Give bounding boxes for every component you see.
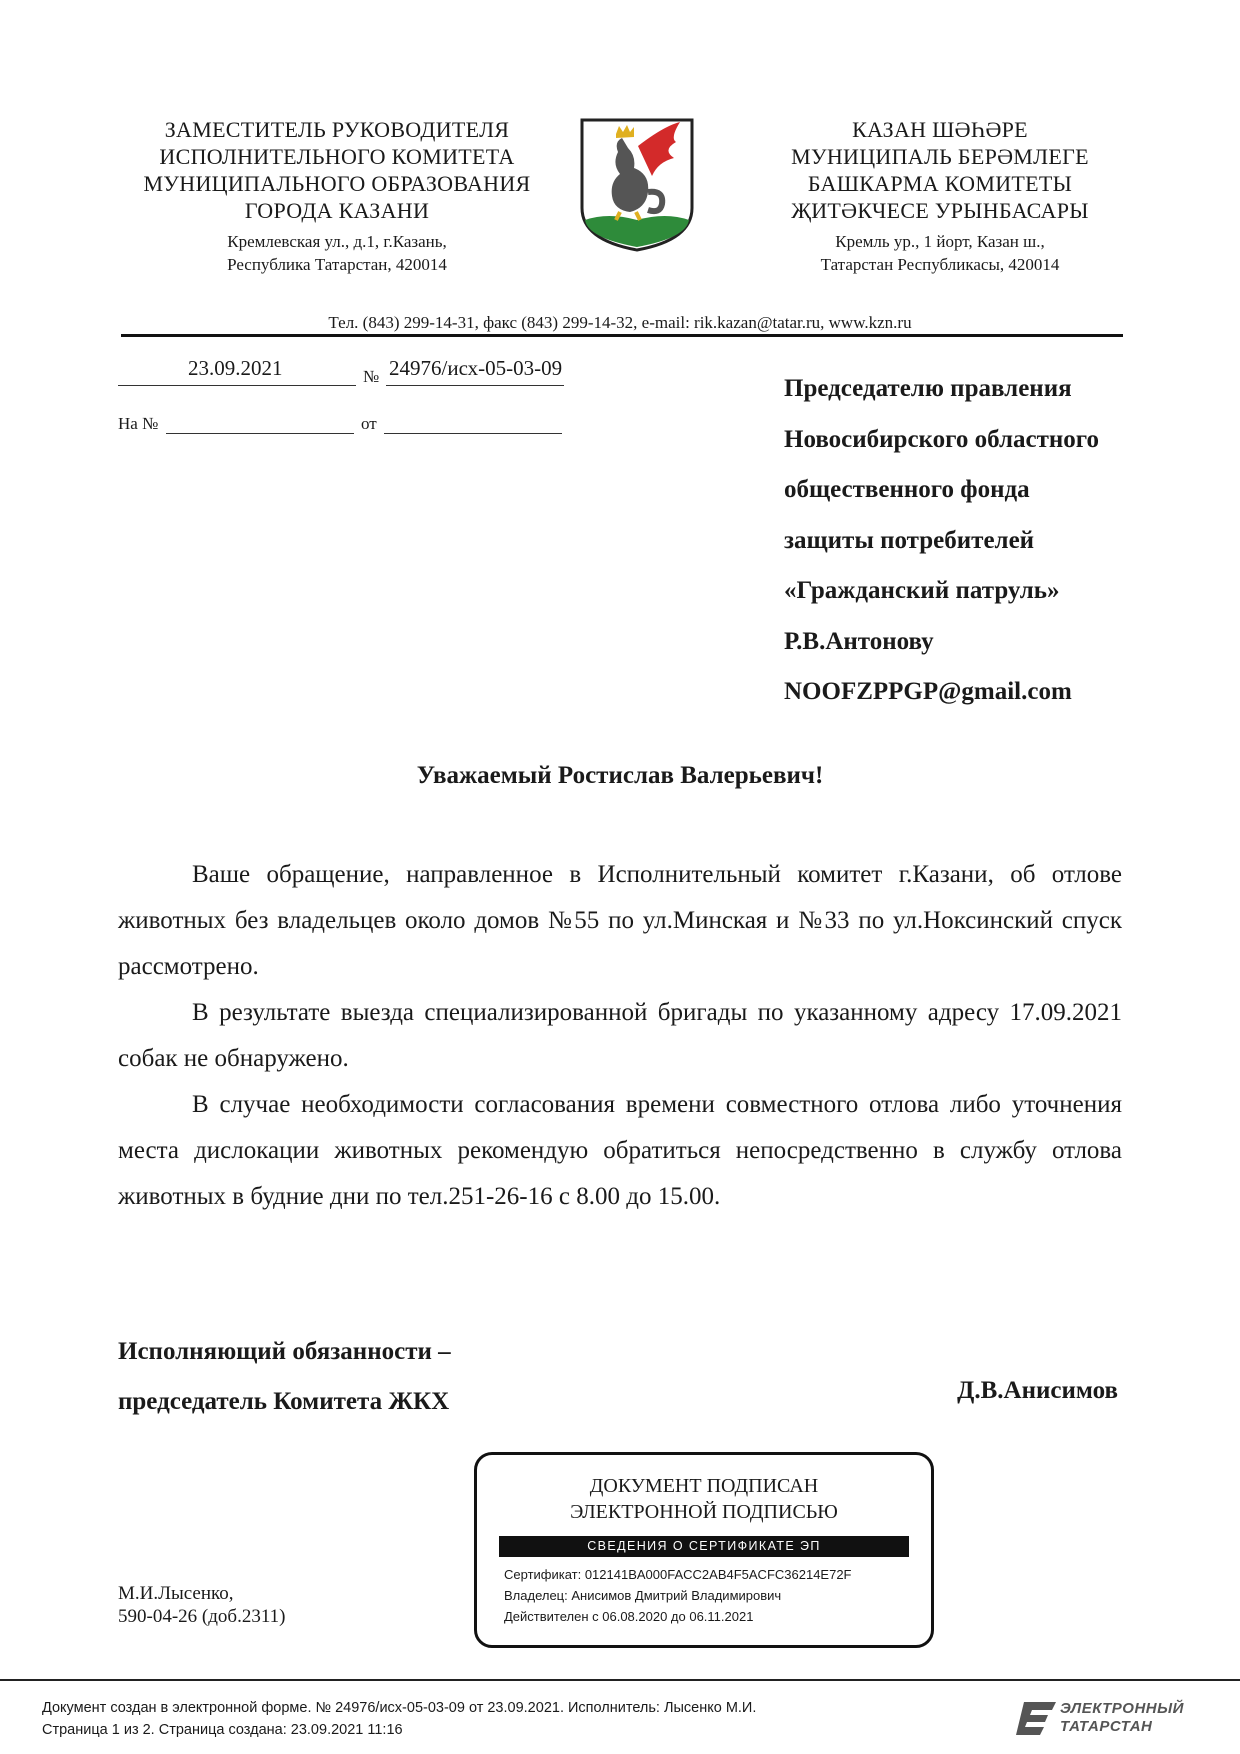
header-contacts: Тел. (843) 299-14-31, факс (843) 299-14-32, e-mail: rik.kazan@tatar.ru, www.kzn.ru [328,313,912,332]
executor-phone: 590-04-26 (доб.2311) [118,1606,286,1627]
signatory-name: Д.В.Анисимов [957,1377,1118,1404]
letter-body [118,852,1122,1220]
stamp-owner: Владелец: Анисимов Дмитрий Владимирович [504,1588,782,1603]
coat-of-arms-icon [578,116,696,254]
stamp-title: ДОКУМЕНТ ПОДПИСАН ЭЛЕКТРОННОЙ ПОДПИСЬЮ [570,1475,838,1523]
body-paragraph: В случае необходимости согласования времени совместного отлова либо уточнения места дислокации животных рекомендую обратиться непосредственно в службу отлова животных в будние дни по тел.251-26-16 с 8.00 до 15.00. [118,1091,1122,1210]
e-signature-stamp [474,1452,934,1648]
reg-number-underline [386,385,564,386]
ref-underline [166,433,354,434]
header-left [124,116,550,276]
body-paragraph: Ваше обращение, направленное в Исполнительный комитет г.Казани, об отлове животных без владельцев около домов №55 по ул.Минская и №33 по ул.Ноксинский спуск рассмотрено. [118,861,1122,980]
ref-label: На № [118,414,159,433]
footer-text: Документ создан в электронной форме. № 24976/исх-05-03-09 от 23.09.2021. Исполнитель: Лысенко М.И. Страница 1 из 2. Страница создана: 23.09.2021 11:16 [42,1700,757,1738]
greeting: Уважаемый Ростислав Валерьевич! [416,762,824,789]
reg-date: 23.09.2021 [188,356,283,380]
signatory-position: Исполняющий обязанности – председатель Комитета ЖКХ [118,1338,451,1415]
reg-number-sign: № [363,367,380,386]
logo-mark-icon [1014,1700,1058,1736]
logo-text: ЭЛЕКТРОННЫЙ ТАТАРСТАН [1060,1700,1184,1735]
body-paragraph: В результате выезда специализированной бригады по указанному адресу 17.09.2021 собак не обнаружено. [118,999,1122,1072]
addressee-email: NOOFZPPGP@gmail.com [784,678,1072,705]
electronic-tatarstan-logo [1014,1700,1190,1738]
from-label: от [361,414,377,433]
header-left-title: ЗАМЕСТИТЕЛЬ РУКОВОДИТЕЛЯ ИСПОЛНИТЕЛЬНОГО КОМИТЕТА МУНИЦИПАЛЬНОГО ОБРАЗОВАНИЯ ГОРОДА КАЗАНИ [143,117,531,223]
header-left-address: Кремлевская ул., д.1, г.Казань, Республика Татарстан, 420014 [227,232,447,274]
addressee-block: Председателю правления Новосибирского областного общественного фонда защиты потребителей «Гражданский патруль» Р.В.Антонову NOOFZPPGP@gmail.com [784,364,1099,718]
reg-date-underline [118,385,356,386]
header-divider [121,334,1123,337]
stamp-cert-header: СВЕДЕНИЯ О СЕРТИФИКАТЕ ЭП [499,1536,909,1557]
stamp-cert-info [504,1564,852,1627]
header-right-address: Кремль ур., 1 йорт, Казан ш., Татарстан Республикасы, 420014 [820,232,1060,274]
header-right [738,116,1142,276]
executor-name: М.И.Лысенко, [118,1583,234,1604]
stamp-certificate: Сертификат: 012141BA000FACC2AB4F5ACFC36214E72F [504,1567,852,1582]
reg-number: 24976/исх-05-03-09 [389,356,563,380]
header-right-title: КАЗАН ШӘҺӘРЕ МУНИЦИПАЛЬ БЕРӘМЛЕГЕ БАШКАРМА КОМИТЕТЫ ҖИТӘКЧЕСЕ УРЫНБАСАРЫ [791,117,1089,223]
from-underline [384,433,562,434]
executor-info [118,1582,285,1628]
stamp-validity: Действителен с 06.08.2020 до 06.11.2021 [504,1609,754,1624]
footer-divider [0,1679,1240,1681]
